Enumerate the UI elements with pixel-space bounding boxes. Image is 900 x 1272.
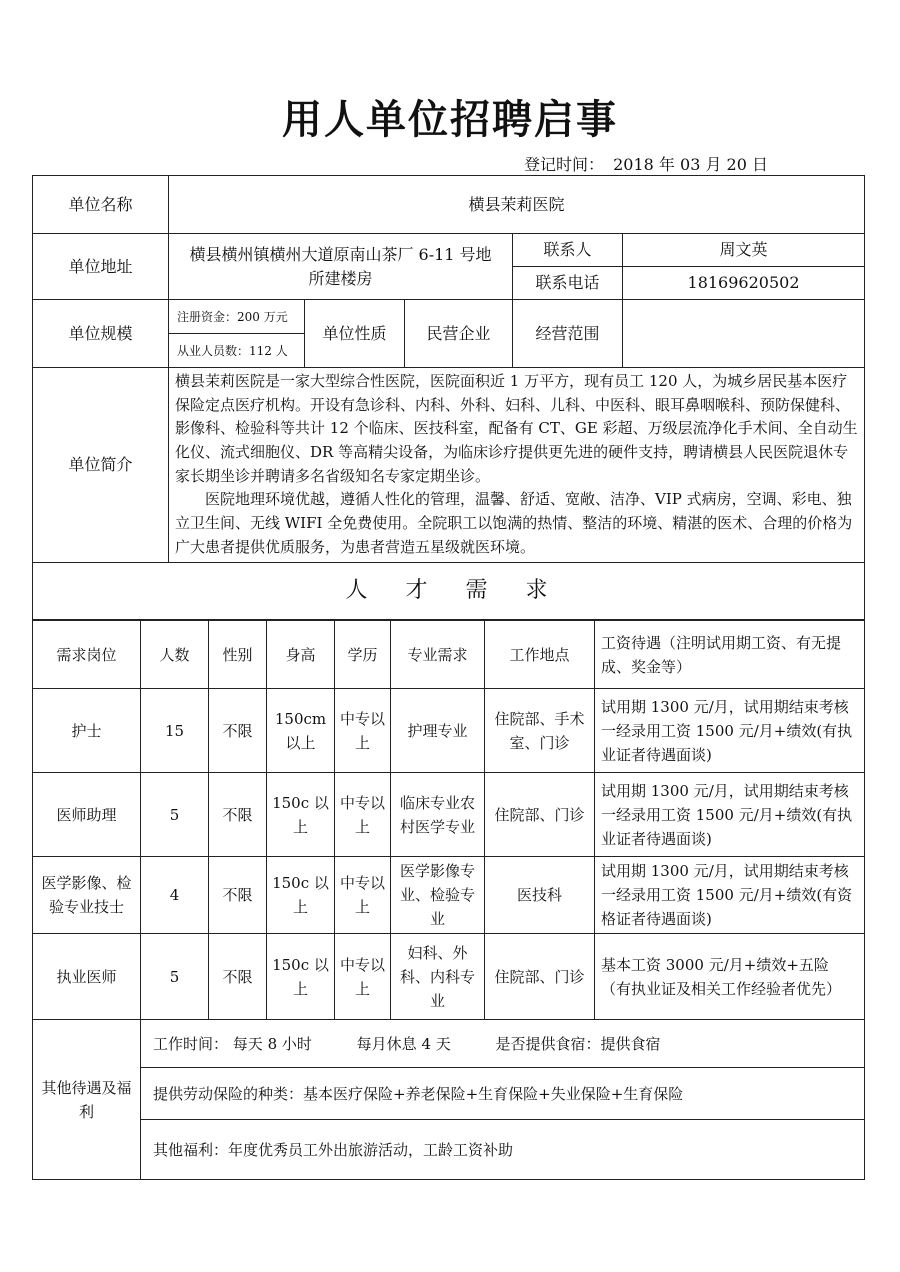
nature-value: 民营企业 xyxy=(405,300,513,368)
post: 护士 xyxy=(33,689,141,773)
work-time-label: 工作时间： xyxy=(153,1034,229,1053)
phone-label: 联系电话 xyxy=(513,267,623,300)
col-gender: 性别 xyxy=(209,621,267,689)
meal-housing: 是否提供食宿：提供食宿 xyxy=(495,1034,661,1053)
benefits-label: 其他待遇及福利 xyxy=(33,1020,141,1180)
major: 妇科、外科、内科专业 xyxy=(391,934,485,1020)
education: 中专以上 xyxy=(335,857,391,934)
table-row xyxy=(33,857,865,934)
post: 医学影像、检验专业技士 xyxy=(33,857,141,934)
rest-days: 每月休息 4 天 xyxy=(356,1034,451,1053)
work-time: 每天 8 小时 xyxy=(232,1034,312,1053)
pay: 试用期 1300 元/月，试用期结束考核一经录用工资 1500 元/月+绩效(有执业证者待遇面谈) xyxy=(595,689,865,773)
count: 4 xyxy=(141,857,209,934)
col-major: 专业需求 xyxy=(391,621,485,689)
contact-name: 周文英 xyxy=(623,234,865,267)
height: 150cm 以上 xyxy=(267,689,335,773)
col-post: 需求岗位 xyxy=(33,621,141,689)
unit-info-table xyxy=(32,175,865,620)
contact-label: 联系人 xyxy=(513,234,623,267)
table-row xyxy=(33,773,865,857)
intro-paragraph-2: 医院地理环境优越，遵循人性化的管理，温馨、舒适、宽敞、洁净、VIP 式病房，空调、彩电、独立卫生间、无线 WIFI 全免费使用。全院职工以饱满的热情、整洁的环境、精湛的医术、合理的价格为广大患者提供优质服务，为患者营造五星级就医环境。 xyxy=(175,490,853,556)
count: 5 xyxy=(141,773,209,857)
education: 中专以上 xyxy=(335,689,391,773)
address-label: 单位地址 xyxy=(33,234,169,300)
major: 医学影像专业、检验专业 xyxy=(391,857,485,934)
other-benefits: 其他福利：年度优秀员工外出旅游活动，工龄工资补助 xyxy=(141,1120,865,1180)
col-height: 身高 xyxy=(267,621,335,689)
post: 医师助理 xyxy=(33,773,141,857)
scale-label: 单位规模 xyxy=(33,300,169,368)
gender: 不限 xyxy=(209,857,267,934)
work-time-row xyxy=(141,1020,865,1068)
place: 医技科 xyxy=(485,857,595,934)
major: 临床专业农村医学专业 xyxy=(391,773,485,857)
staff-count: 从业人员数：112 人 xyxy=(169,334,305,368)
gender: 不限 xyxy=(209,773,267,857)
unit-name: 横县茉莉医院 xyxy=(169,176,865,234)
pay: 试用期 1300 元/月，试用期结束考核一经录用工资 1500 元/月+绩效(有资格证者待遇面谈) xyxy=(595,857,865,934)
count: 15 xyxy=(141,689,209,773)
page-title: 用人单位招聘启事 xyxy=(282,96,618,143)
place: 住院部、门诊 xyxy=(485,773,595,857)
height: 150c 以上 xyxy=(267,773,335,857)
registered-capital: 注册资金：200 万元 xyxy=(169,300,305,334)
scope-value xyxy=(623,300,865,368)
insurance-types: 提供劳动保险的种类：基本医疗保险+养老保险+生育保险+失业保险+生育保险 xyxy=(141,1068,865,1120)
education: 中专以上 xyxy=(335,773,391,857)
col-count: 人数 xyxy=(141,621,209,689)
height: 150c 以上 xyxy=(267,857,335,934)
scope-label: 经营范围 xyxy=(513,300,623,368)
col-education: 学历 xyxy=(335,621,391,689)
gender: 不限 xyxy=(209,689,267,773)
col-place: 工作地点 xyxy=(485,621,595,689)
table-row xyxy=(33,689,865,773)
phone-number: 18169620502 xyxy=(623,267,865,300)
register-date-label: 登记时间： xyxy=(524,155,605,174)
talent-table xyxy=(32,620,865,1180)
gender: 不限 xyxy=(209,934,267,1020)
talent-heading: 人才需求 xyxy=(33,562,865,619)
count: 5 xyxy=(141,934,209,1020)
pay: 试用期 1300 元/月，试用期结束考核一经录用工资 1500 元/月+绩效(有执业证者待遇面谈) xyxy=(595,773,865,857)
col-pay: 工资待遇（注明试用期工资、有无提成、奖金等） xyxy=(595,621,865,689)
intro-paragraph-1: 横县茉莉医院是一家大型综合性医院，医院面积近 1 万平方，现有员工 120 人，为城乡居民基本医疗保险定点医疗机构。开设有急诊科、内科、外科、妇科、儿科、中医科、眼耳鼻咽喉科、预防保健科、影像科、检验科等共计 12 个临床、医技科室，配备有 CT、GE 彩超、万级层流净化手术间、全自动生化仪、流式细胞仪、DR 等高精尖设备，为临床诊疗提供更先进的硬件支持，聘请横县人民医院退休专家长期坐诊并聘请多名省级知名专家定期坐诊。 xyxy=(175,372,858,485)
education: 中专以上 xyxy=(335,934,391,1020)
major: 护理专业 xyxy=(391,689,485,773)
nature-label: 单位性质 xyxy=(305,300,405,368)
register-date xyxy=(520,152,768,175)
talent-header-row xyxy=(33,621,865,689)
place: 住院部、手术室、门诊 xyxy=(485,689,595,773)
address: 横县横州镇横州大道原南山茶厂 6-11 号地所建楼房 xyxy=(169,234,513,300)
pay: 基本工资 3000 元/月+绩效+五险（有执业证及相关工作经验者优先） xyxy=(595,934,865,1020)
intro-label: 单位简介 xyxy=(33,368,169,563)
table-row xyxy=(33,934,865,1020)
unit-name-label: 单位名称 xyxy=(33,176,169,234)
intro-text xyxy=(169,368,865,563)
post: 执业医师 xyxy=(33,934,141,1020)
register-date-value: 2018 年 03 月 20 日 xyxy=(613,155,768,174)
height: 150c 以上 xyxy=(267,934,335,1020)
place: 住院部、门诊 xyxy=(485,934,595,1020)
